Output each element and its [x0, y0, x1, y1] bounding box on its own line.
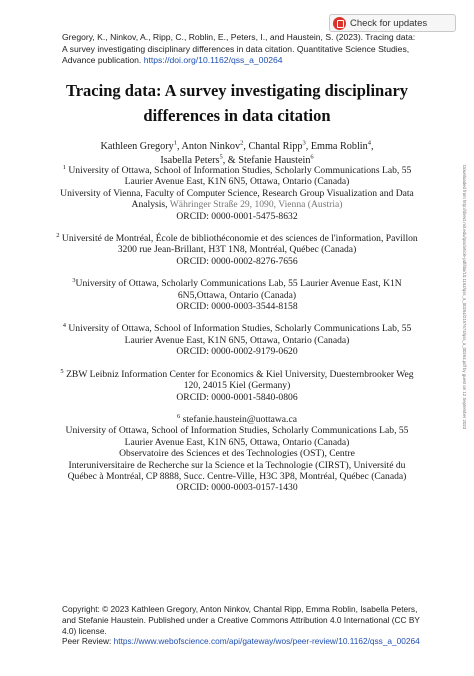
- affiliation-line: University of Vienna, Faculty of Computer Science, Research Group Visualization and Data: [60, 187, 414, 199]
- author-line-1: Kathleen Gregory$^1$, Anton Ninkov$^2$, Chantal Ripp$^3$, Emma Roblin$^4$,: [100, 139, 374, 152]
- affiliation-sup: 3: [72, 277, 76, 285]
- affiliation-sup: 5: [60, 367, 64, 375]
- street-address: Währinger Straße 29, 1090, Vienna (Austria): [169, 199, 343, 211]
- author-name: Chantal Ripp: [248, 141, 303, 152]
- orcid: ORCID: 0000-0001-5475-8632: [176, 210, 298, 222]
- affiliation-sup: 4: [62, 322, 66, 330]
- citation-block: [62, 32, 422, 67]
- affiliation-4: [40, 323, 434, 357]
- orcid: ORCID: 0000-0002-9179-0620: [176, 346, 298, 358]
- affiliation-line: University of Ottawa, School of Information Studies, Scholarly Communications Lab, 55: [68, 323, 412, 335]
- author-sup: 5: [219, 153, 223, 161]
- doi-link[interactable]: https://doi.org/10.1162/qss_a_00264: [143, 55, 283, 65]
- affiliation-sup: 6: [177, 412, 181, 420]
- orcid: ORCID: 0000-0003-0157-1430: [176, 482, 298, 494]
- footer: [62, 604, 432, 647]
- author-name: Emma Roblin: [310, 141, 368, 152]
- peer-review-link[interactable]: https://www.webofscience.com/api/gateway/wos/peer-review/10.1162/qss_a_00264: [113, 636, 420, 647]
- affiliation-line: Laurier Avenue East, K1N 6N5, Ottawa, Ontario (Canada): [124, 334, 350, 346]
- author-sup: 2: [240, 139, 244, 147]
- author-sup: 1: [173, 139, 177, 147]
- paper-title-line-2: differences in data citation: [143, 106, 331, 125]
- affiliation-sup: 2: [56, 231, 60, 239]
- orcid: ORCID: 0000-0003-3544-8158: [176, 301, 298, 313]
- author-name: Kathleen Gregory: [100, 141, 174, 152]
- download-watermark: Downloaded from http://direct.mit.edu/qss/article-pdf/doi/10.1162/qss_a_00264/2157674/qss_a_00264.pdf by guest on 12 September 2023: [462, 165, 467, 430]
- affiliation-line: University of Ottawa, School of Information Studies, Scholarly Communications Lab, 55: [65, 425, 409, 437]
- author-list: [40, 140, 434, 168]
- citation-text: Gregory, K., Ninkov, A., Ripp, C., Roblin, E., Peters, I., and Haustein, S. (2023). Tracing data: A survey investigating disciplinary differences in data citation. Quantitative Science Studies, Advance publication.: [62, 32, 416, 65]
- affiliation-line: University of Ottawa, Scholarly Communications Lab, 55 Laurier Avenue East, K1N: [75, 278, 402, 290]
- affiliation-line: Laurier Avenue East, K1N 6N5, Ottawa, Ontario (Canada): [124, 436, 350, 448]
- affiliation-line: Québec à Montréal, CP 8888, Succ. Centre-Ville, H3C 3P8, Montréal, Québec (Canada): [67, 470, 407, 482]
- affiliations: [40, 165, 434, 505]
- author-name: Anton Ninkov: [181, 141, 241, 152]
- affiliation-line: Interuniversitaire de Recherche sur la Science et la Technologie (CIRST), Université du: [68, 459, 406, 471]
- affiliation-sup: 1: [62, 163, 66, 171]
- paper-title-line-1: Tracing data: A survey investigating disciplinary: [65, 81, 409, 100]
- affiliation-line: ZBW Leibniz Information Center for Economics & Kiel University, Duesternbrooker Weg: [66, 368, 414, 380]
- orcid: ORCID: 0000-0002-8276-7656: [176, 255, 298, 267]
- peer-review-line: [62, 636, 432, 647]
- copyright-notice: Copyright: © 2023 Kathleen Gregory, Anton Ninkov, Chantal Ripp, Emma Roblin, Isabella Peters, and Stefanie Haustein. Published under a Creative Commons Attribution 4.0 International (CC BY 4.0) license.: [62, 604, 420, 636]
- paper-title: [40, 78, 434, 128]
- author-name: Stefanie Haustein: [238, 155, 311, 166]
- affiliation-6: [40, 414, 434, 494]
- check-for-updates-icon: [333, 17, 346, 30]
- author-line-2: Isabella Peters$^5$, & Stefanie Haustein$^6$: [160, 153, 314, 166]
- email-address: stefanie.haustein@uottawa.ca: [182, 413, 297, 425]
- author-sup: 6: [310, 153, 314, 161]
- affiliation-line: 3200 rue Jean-Brillant, H3T 1N8, Montréal, Québec (Canada): [117, 244, 357, 256]
- affiliation-line: 120, 24015 Kiel (Germany): [183, 380, 291, 392]
- author-name: Isabella Peters: [160, 155, 220, 166]
- peer-review-label: Peer Review:: [62, 636, 112, 647]
- affiliation-line: Université de Montréal, École de bibliothéconomie et des sciences de l'information, Pavillon: [61, 233, 418, 245]
- affiliation-3: [40, 278, 434, 312]
- affiliation-5: [40, 369, 434, 403]
- affiliation-1: [40, 165, 434, 222]
- affiliation-line: Laurier Avenue East, K1N 6N5, Ottawa, Ontario (Canada): [124, 176, 350, 188]
- affiliation-line: Analysis, Währinger Straße 29, 1090, Vienna (Austria): [131, 199, 343, 211]
- author-sup: 3: [302, 139, 306, 147]
- affiliation-line: Observatoire des Sciences et des Technologies (OST), Centre: [119, 448, 355, 460]
- affiliation-line: 6N5,Ottawa, Ontario (Canada): [177, 289, 297, 301]
- affiliation-line: University of Ottawa, School of Information Studies, Scholarly Communications Lab, 55: [68, 165, 412, 176]
- author-sup: 4: [367, 139, 371, 147]
- check-for-updates-button[interactable]: [329, 14, 456, 32]
- check-for-updates-label: Check for updates: [350, 17, 428, 29]
- affiliation-2: [40, 233, 434, 267]
- orcid: ORCID: 0000-0001-5840-0806: [176, 391, 298, 403]
